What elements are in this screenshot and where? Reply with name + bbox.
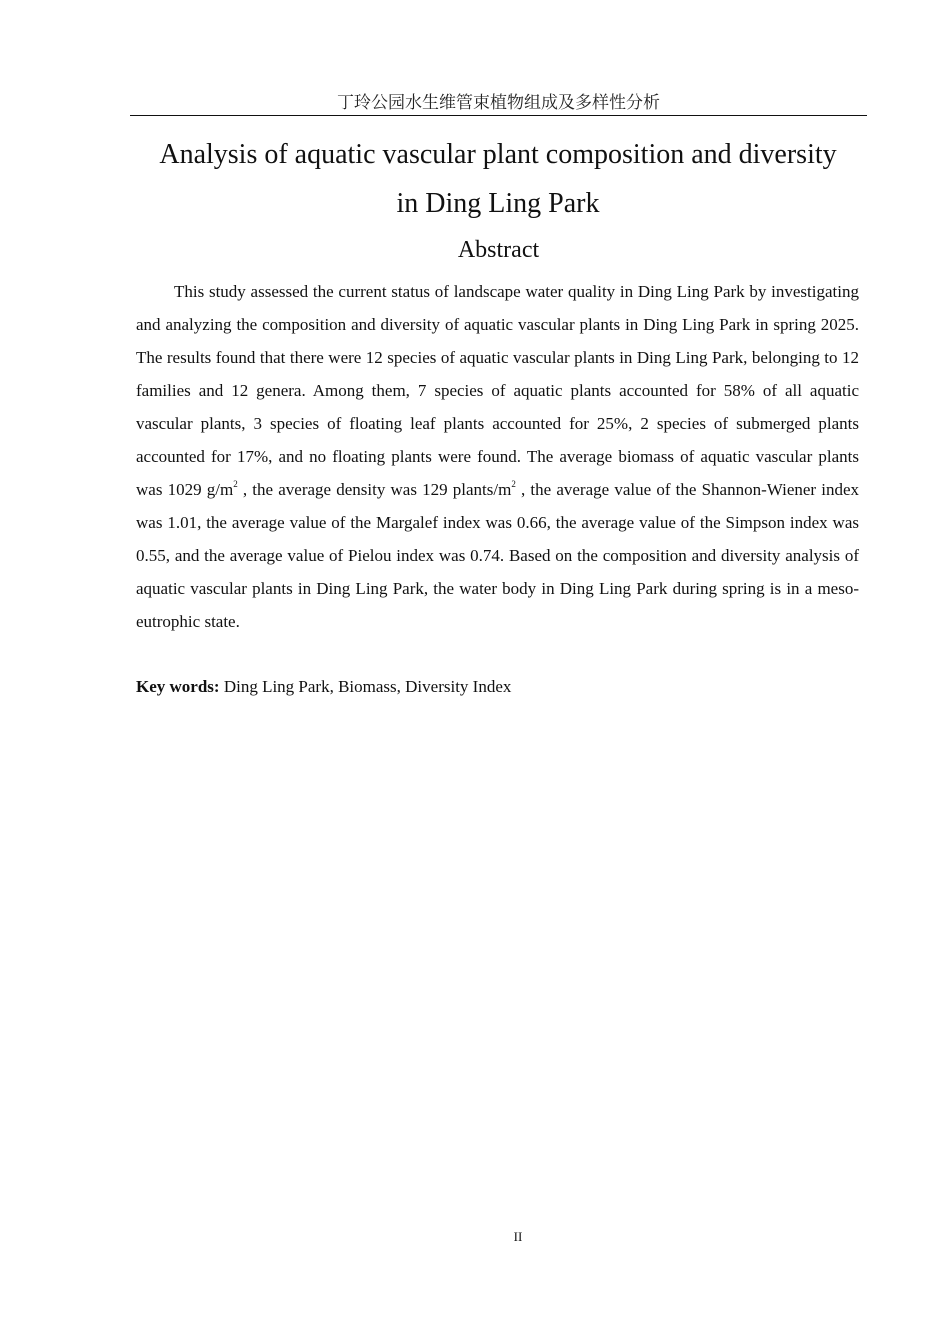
abstract-text-part-1: This study assessed the current status of landscape water quality in Ding Ling Park by investigating and analyzing the composition and diversity of aquatic vascular plants in Ding Ling Park in spring 2025. The results found that there were 12 species of aquatic vascular plants in Ding Ling Park, belonging to 12 families and 12 genera. Among them, 7 species of aquatic plants accounted for 58% of all aquatic vascular plants, 3 species of floating leaf plants accounted for 25%, 2 species of submerged plants accounted for 17%, and no floating plants were found. The average biomass of aquatic vascular plants was 1029 g/m: [136, 282, 859, 499]
abstract-text-part-2: , the average density was 129 plants/m: [237, 480, 512, 499]
abstract-body: [136, 275, 859, 638]
paper-title-line-2: in Ding Ling Park: [396, 188, 600, 219]
header-rule: [130, 115, 867, 116]
superscript-2: 2: [511, 479, 516, 489]
keywords-text: Ding Ling Park, Biomass, Diversity Index: [219, 677, 512, 696]
paper-title: [100, 130, 896, 228]
running-header: 丁玲公园水生维管束植物组成及多样性分析: [337, 93, 660, 113]
abstract-heading: Abstract: [457, 237, 540, 263]
abstract-text-part-3: , the average value of the Shannon-Wiener index was 1.01, the average value of the Margalef index was 0.66, the average value of the Simpson index was 0.55, and the average value of Pielou index was 0.74. Based on the composition and diversity analysis of aquatic vascular plants in Ding Ling Park, the water body in Ding Ling Park during spring is in a meso-eutrophic state.: [136, 480, 860, 631]
paper-title-line-1: Analysis of aquatic vascular plant composition and diversity: [159, 139, 837, 170]
page-number: II: [513, 1229, 523, 1244]
keywords-label: Key words:: [136, 677, 220, 696]
superscript-2: 2: [233, 479, 238, 489]
keywords: [136, 670, 859, 703]
